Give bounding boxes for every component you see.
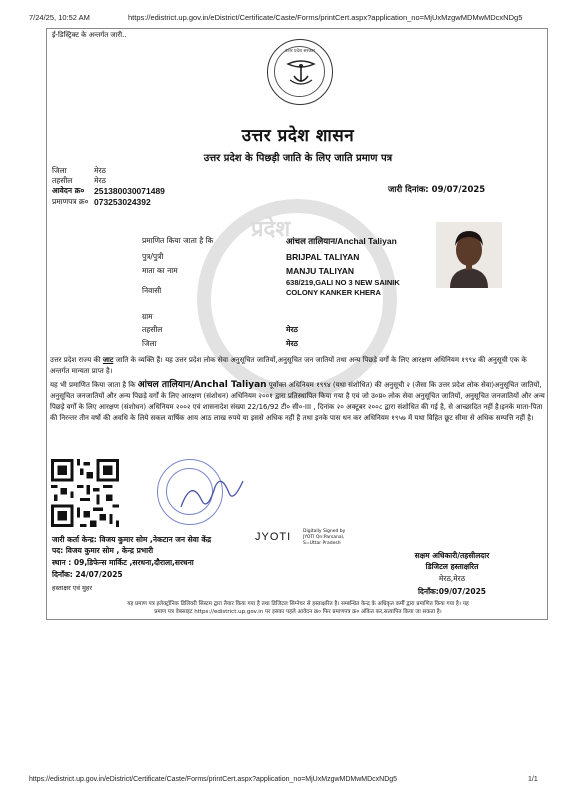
watermark-text: प्रदेश bbox=[251, 217, 291, 242]
issuer-place: स्थान : 09,डिफेन्स मार्किट ,सरधना,दौराला,सरधना bbox=[52, 558, 194, 567]
creamy-statement-text: पूर्वोक्त अधिनियम १९९४ (यथा संशोधित) की अनुसूची २ (जैसा कि उत्तर प्रदेश लोक सेवा)अनुसूचित जातियों, अनुसूचित जनजातियों और अन्य पिछड़े वर्गों के लिए आरक्षण (संशोधन) अधिनियम २००१ द्वारा प्रतिस्थापित किया गया है एवं जो उ०प्र० लोक सेवा अनुसूचित जातियों, अनुसूचित जनजातियों और अन्य पिछड़े वर्गों के लिए आरक्षण (संशोधन) अधिनियम २००२ एवं शासनादेश संख्या 22/16/92 टी० सी०-III , दिनांक २० अक्टूबर २००८ द्वारा संशोधित की गई है, से आच्छादित नहीं है।इनके माता-पिता की निरन्तर तीन वर्षो की अवधि के लिये सकल वार्षिक आय आठ लाख रुपये या इससे अधिक नहीं है तथा इनके पास धन कर अधिनियम १९५७ में यथा विहित छूट सीमा से अधिक सम्पत्ति नहीं है। bbox=[50, 381, 545, 422]
certificate-title: उत्तर प्रदेश शासन bbox=[241, 126, 355, 146]
tehsil-value: मेरठ bbox=[94, 176, 106, 185]
creamy-layer-statement bbox=[50, 380, 546, 424]
print-timestamp: 7/24/25, 10:52 AM bbox=[29, 13, 90, 22]
emblem-fish-bow-icon bbox=[284, 54, 318, 90]
officer-date: दिनाँक:09/07/2025 bbox=[417, 587, 487, 596]
application-no-value: 251380030071489 bbox=[94, 186, 165, 196]
issue-date: जारी दिनांक: 09/07/2025 bbox=[388, 185, 486, 195]
name-label: प्रमाणित किया जाता है कि bbox=[142, 236, 214, 245]
officer-location: मेरठ,मेरठ bbox=[438, 574, 466, 583]
applicant-photo bbox=[436, 222, 502, 288]
address-value: 638/219,GALI NO 3 NEW SAINIK COLONY KANKER KHERA bbox=[286, 278, 400, 297]
district-value: मेरठ bbox=[94, 166, 106, 175]
officer-title: सक्षम अधिकारी/तहसीलदार bbox=[414, 551, 490, 560]
edistrict-note: ई-डिस्ट्रिक्ट के अन्तर्गत जारी.. bbox=[52, 31, 127, 39]
application-no-label: आवेदन क्र० bbox=[52, 186, 85, 195]
tehsil-detail-label: तहसील bbox=[142, 325, 163, 334]
issuer-date: दिनाँक: 24/07/2025 bbox=[52, 570, 123, 579]
jyoti-logo: JYOTI bbox=[255, 531, 292, 543]
tehsil-detail-value: मेरठ bbox=[286, 325, 298, 334]
digital-signature-text: Digitally Signed by JYOTI On:Parsanal, S=Uttar Pradesh bbox=[303, 529, 346, 546]
district-label: जिला bbox=[52, 166, 67, 175]
browser-print-header bbox=[0, 0, 582, 30]
certificate-no-label: प्रमाणपत्र क्र० bbox=[52, 197, 89, 206]
print-url[interactable]: https://edistrict.up.gov.in/eDistrict/Certificate/Caste/Forms/printCert.aspx?application_no=MjUxMzgwMDMwMDcxNDg5 bbox=[128, 13, 523, 22]
address-label: निवासी bbox=[142, 286, 162, 295]
caste-name: जाट bbox=[102, 356, 114, 364]
verification-note: यह प्रमाण पत्र इलेक्ट्रॉनिक डिलिवरी सिस्टम द्वारा तैयार किया गया है तथा डिजिटल सिग्नेचर से हस्ताक्षरित है। सम्बन्धित केन्द्र के अधिकृत कर्मी द्वारा प्रमाणित किया गया है। यह प्रमाण पत्र वेबसाइट https://edistrict.up.gov.in पर इसका पहले आवेदन क्र० फिर प्रमाणपत्र क्र० अंकित कर,सत्यापित किया जा सकता है। bbox=[127, 601, 469, 615]
father-label: पुत्र/पुत्री bbox=[142, 252, 164, 261]
certificate-no-value: 073253024392 bbox=[94, 197, 151, 207]
applicant-name: आंचल तालियान/Anchal Taliyan bbox=[286, 236, 397, 246]
caste-statement bbox=[50, 355, 546, 377]
tehsil-label: तहसील bbox=[52, 176, 73, 185]
officer-digital-signed: डिजिटल हस्ताक्षरित bbox=[425, 562, 479, 571]
up-govt-emblem bbox=[267, 39, 333, 105]
caste-certificate bbox=[46, 28, 548, 620]
creamy-statement-name: आंचल तालियान/Anchal Taliyan bbox=[137, 380, 267, 390]
mother-name: MANJU TALIYAN bbox=[286, 266, 355, 276]
page-number: 1/1 bbox=[528, 776, 538, 783]
district-detail-label: जिला bbox=[142, 339, 157, 348]
sign-seal-label: हस्ताक्षर एवं मुहर bbox=[52, 584, 93, 592]
issuer-center: जारी कर्ता केन्द्र: विजय कुमार सोम ,नेकटान जन सेवा केंद्र bbox=[52, 535, 212, 544]
caste-statement-intro: उत्तर प्रदेश राज्य की bbox=[50, 356, 103, 364]
creamy-statement-intro: यह भी प्रमाणित किया जाता है कि bbox=[50, 381, 138, 389]
footer-url[interactable]: https://edistrict.up.gov.in/eDistrict/Certificate/Caste/Forms/printCert.aspx?application_no=MjUxMzgwMDMwMDcxNDg5 bbox=[29, 776, 398, 783]
emblem-text: उत्तर प्रदेश सरकार bbox=[285, 49, 315, 54]
village-label: ग्राम bbox=[142, 312, 153, 321]
father-name: BRIJPAL TALIYAN bbox=[286, 252, 360, 262]
caste-statement-text: जाति के व्यक्ति हैं। यह उत्तर प्रदेश लोक सेवा अनुसूचित जातियों,अनुसूचित जन जातियों तथा अन्य पिछड़े वर्गों के लिए आरक्षण अधिनियम १९९४ की अनुसूची एक के अन्तर्गत मान्यता प्राप्त है। bbox=[50, 356, 527, 375]
mother-label: माता का नाम bbox=[142, 266, 178, 275]
issuer-signature bbox=[177, 469, 247, 519]
certificate-subtitle: उत्तर प्रदेश के पिछड़ी जाति के लिए जाति प्रमाण पत्र bbox=[203, 153, 393, 164]
district-detail-value: मेरठ bbox=[286, 339, 298, 348]
qr-code bbox=[51, 459, 119, 527]
issuer-post: पद: विजय कुमार सोम , केन्द्र प्रभारी bbox=[52, 546, 154, 555]
